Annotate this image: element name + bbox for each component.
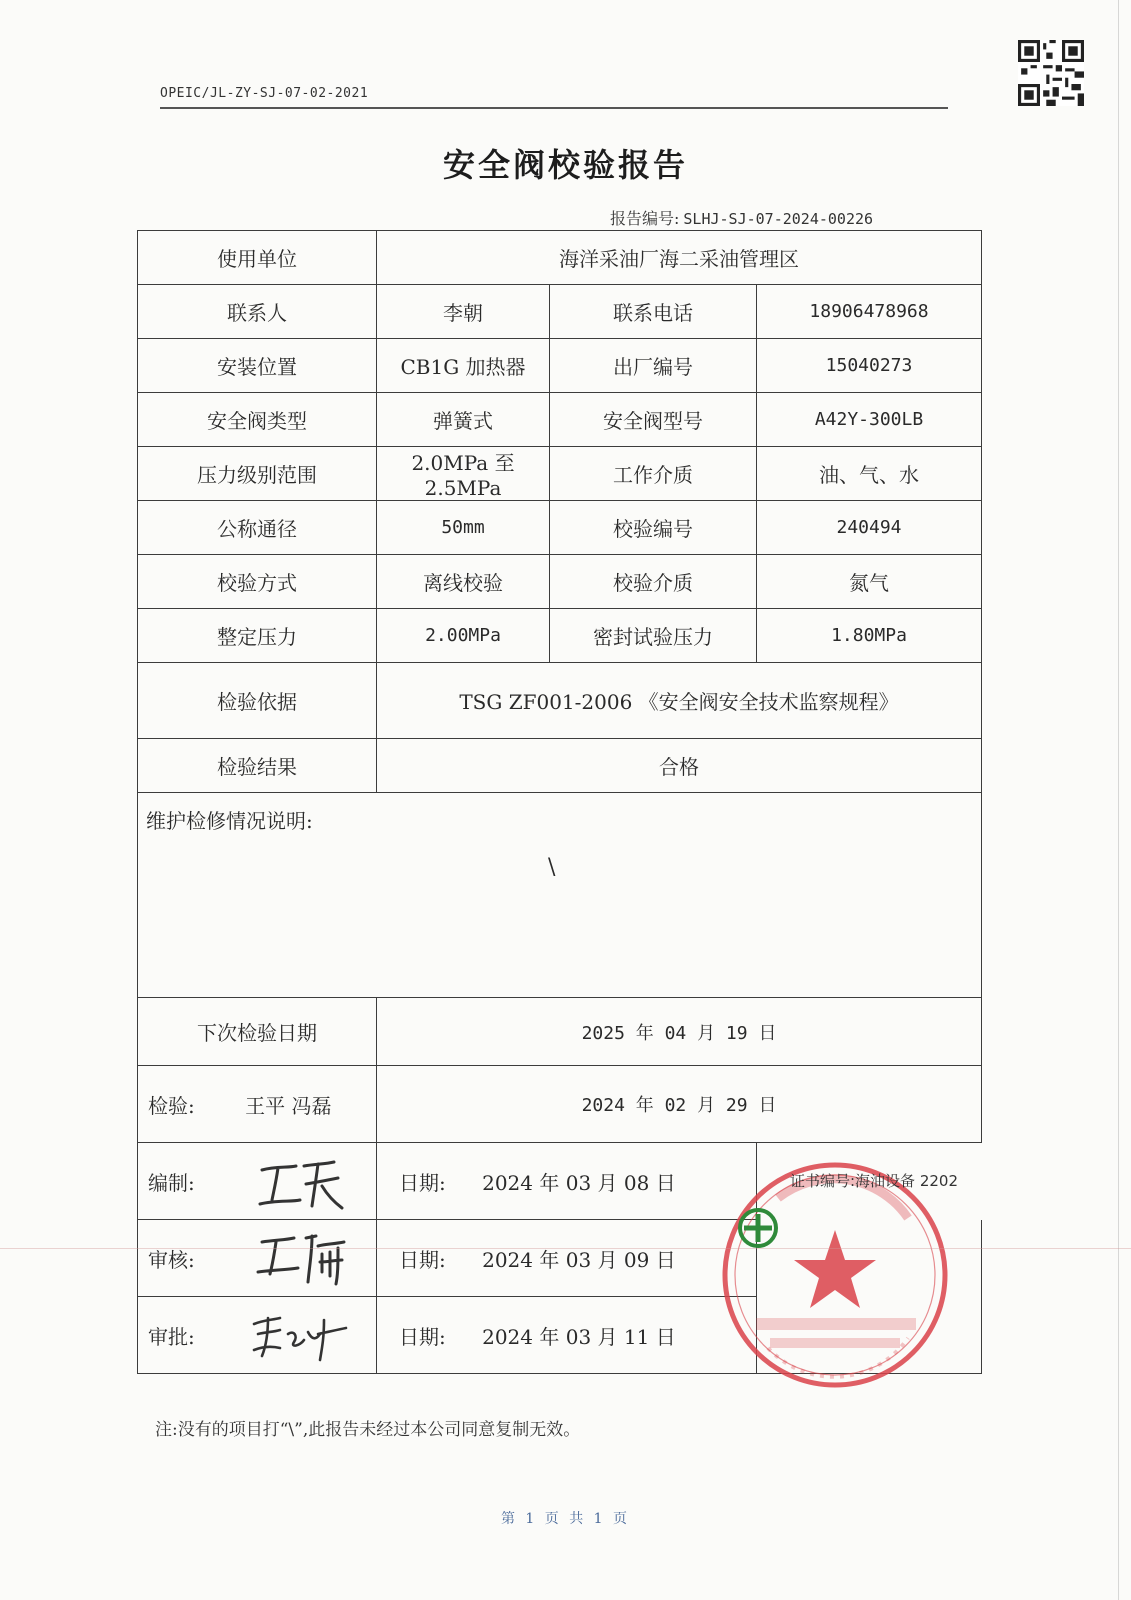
check-medium-label: 校验介质 — [550, 555, 757, 609]
approve-date-label: 日期: — [399, 1324, 446, 1349]
valve-type-value: 弹簧式 — [377, 393, 550, 447]
result-label: 检验结果 — [138, 739, 377, 793]
remark-cell — [138, 793, 982, 998]
check-no-value: 240494 — [757, 501, 982, 555]
review-label: 审核: — [138, 1220, 377, 1297]
nominal-diameter-value: 50mm — [377, 501, 550, 555]
basis-label: 检验依据 — [138, 663, 377, 739]
report-number-label: 报告编号: — [610, 209, 680, 228]
inspect-cell — [138, 1066, 377, 1143]
check-method-value: 离线校验 — [377, 555, 550, 609]
document-code: OPEIC/JL-ZY-SJ-07-02-2021 — [160, 86, 369, 101]
user-unit-label: 使用单位 — [138, 231, 377, 285]
page-number: 第 1 页 共 1 页 — [500, 1511, 631, 1527]
medium-value: 油、气、水 — [757, 447, 982, 501]
check-no-label: 校验编号 — [550, 501, 757, 555]
basis-value: TSG ZF001-2006 《安全阀安全技术监察规程》 — [377, 663, 982, 739]
prepare-label: 编制: — [138, 1143, 377, 1220]
review-date-label: 日期: — [399, 1247, 446, 1272]
prepare-date-label: 日期: — [399, 1170, 446, 1195]
result-value: 合格 — [377, 739, 982, 793]
location-label: 安装位置 — [138, 339, 377, 393]
contact-value: 李朝 — [377, 285, 550, 339]
pressure-range-value: 2.0MPa 至 2.5MPa — [377, 447, 550, 501]
valve-type-label: 安全阀类型 — [138, 393, 377, 447]
prepare-date-cell — [377, 1143, 757, 1220]
remark-value: \ — [548, 855, 556, 880]
prepare-signature — [256, 1156, 346, 1212]
valve-model-label: 安全阀型号 — [550, 393, 757, 447]
review-date-cell — [377, 1220, 757, 1297]
official-seal-stamp — [718, 1158, 952, 1392]
review-signature — [256, 1232, 350, 1288]
review-date: 2024 年 03 月 09 日 — [482, 1247, 676, 1272]
approve-date: 2024 年 03 月 11 日 — [482, 1324, 676, 1349]
fold-line — [0, 1248, 1131, 1249]
nominal-diameter-label: 公称通径 — [138, 501, 377, 555]
contact-label: 联系人 — [138, 285, 377, 339]
check-medium-value: 氮气 — [757, 555, 982, 609]
next-date-label: 下次检验日期 — [138, 998, 377, 1066]
seal-pressure-value: 1.80MPa — [757, 609, 982, 663]
approve-date-cell — [377, 1297, 757, 1374]
approve-signature — [250, 1310, 350, 1364]
inspect-label: 检验: — [148, 1093, 195, 1118]
set-pressure-label: 整定压力 — [138, 609, 377, 663]
set-pressure-value: 2.00MPa — [377, 609, 550, 663]
location-value: CB1G 加热器 — [377, 339, 550, 393]
check-method-label: 校验方式 — [138, 555, 377, 609]
medium-label: 工作介质 — [550, 447, 757, 501]
phone-value: 18906478968 — [757, 285, 982, 339]
report-title: 安全阀校验报告 — [442, 146, 688, 184]
valve-model-value: A42Y-300LB — [757, 393, 982, 447]
page-edge-line — [1118, 0, 1119, 1600]
remark-label: 维护检修情况说明: — [146, 809, 313, 833]
factory-no-value: 15040273 — [757, 339, 982, 393]
qr-code-icon — [1018, 40, 1084, 106]
header-rule — [160, 107, 948, 109]
report-number-value: SLHJ-SJ-07-2024-00226 — [683, 210, 874, 228]
user-unit-value: 海洋采油厂海二采油管理区 — [377, 231, 982, 285]
footnote: 注:没有的项目打“\”,此报告未经过本公司同意复制无效。 — [155, 1420, 581, 1440]
inspect-date: 2024 年 02 月 29 日 — [377, 1066, 982, 1143]
inspect-names: 王平 冯磊 — [245, 1093, 332, 1118]
prepare-date: 2024 年 03 月 08 日 — [482, 1170, 676, 1195]
certificate-number: 证书编号:海油设备 2202 — [790, 1172, 958, 1190]
next-date-value: 2025 年 04 月 19 日 — [377, 998, 982, 1066]
approve-label: 审批: — [138, 1297, 377, 1374]
factory-no-label: 出厂编号 — [550, 339, 757, 393]
phone-label: 联系电话 — [550, 285, 757, 339]
seal-pressure-label: 密封试验压力 — [550, 609, 757, 663]
report-number — [610, 206, 873, 229]
pressure-range-label: 压力级别范围 — [138, 447, 377, 501]
